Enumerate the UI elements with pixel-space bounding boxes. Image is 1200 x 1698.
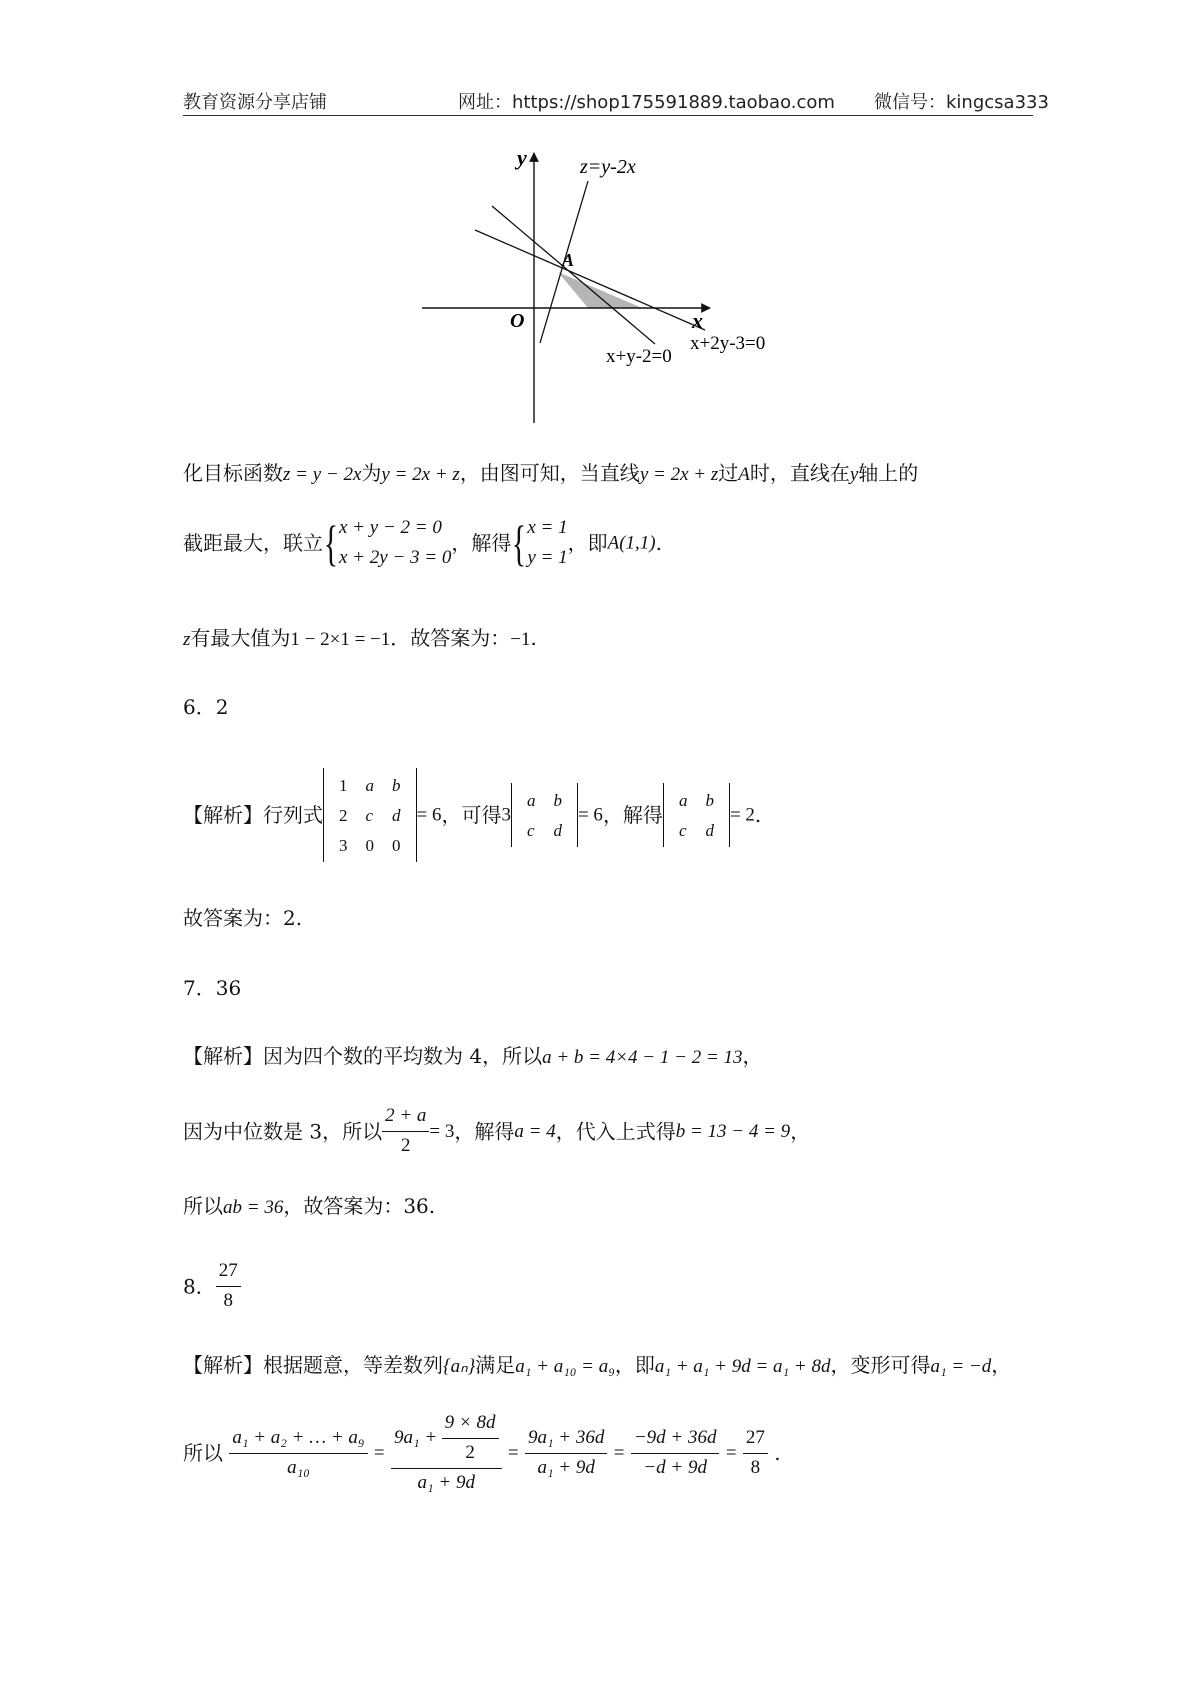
fraction-4: $\frac{-9d + 36d}{-d + 9d}$ <box>631 1427 720 1480</box>
feasible-region <box>558 272 642 308</box>
q7-line-2: 因为中位数是 3，所以 $\frac{2 + a}{2}$ = 3，解得a = 4，代入上式得b = 13 − 4 = 9， <box>183 1105 811 1156</box>
q8-answer-fraction: $\frac{27}{8}$ <box>216 1260 241 1313</box>
q8-line-1: 【解析】根据题意，等差数列{aₙ}满足a₁ + a₁₀ = a₉，即a₁ + a₁ + 9d = a₁ + 8d，变形可得a₁ = −d， <box>183 1353 1012 1377</box>
s5-line-3: z有最大值为1 − 2×1 = −1．故答案为：−1. <box>183 626 537 650</box>
determinant-entry: c <box>365 805 374 825</box>
equation-system-1: x + y − 2 = 0 x + 2y − 3 = 0 <box>339 517 452 568</box>
q8-line-2: 所以 $\frac{\text{a₁ + a₂ + … + a₉}}{\text{a₁₀}}$ = 9a₁ + $\frac{9 \times 8d}{2}$ a₁ + 9d = $\frac{\text{9a₁ + 36d}}{\text{a₁ + 9d}}$ = $\frac{-9d + 36d}{-d + 9d}$ = $\frac{27}{8}$ . <box>183 1412 781 1493</box>
determinant-entry: d <box>705 820 714 840</box>
shop-name: 教育资源分享店铺 <box>183 92 327 113</box>
determinant-entry: a <box>365 775 374 795</box>
fraction-median: $\frac{2 + a}{2}$ <box>382 1105 429 1158</box>
determinant-2x2-a <box>511 783 578 847</box>
q7-line-3: 所以ab = 36，故答案为：36. <box>183 1194 436 1218</box>
s5-line-2: 截距最大，联立{x + y − 2 = 0 x + 2y − 3 = 0，解得{x = 1 y = 1，即A(1,1). <box>183 515 662 571</box>
determinant-entry: d <box>392 805 401 825</box>
determinant-entry: b <box>705 790 714 810</box>
line-2-label: x+2y-3=0 <box>690 333 766 354</box>
equation-system-2: x = 1 y = 1 <box>527 517 568 568</box>
q6-title: 6．2 <box>183 695 229 719</box>
y-axis-label: y <box>517 145 527 170</box>
determinant-entry: 1 <box>339 775 348 795</box>
determinant-3x3 <box>323 768 417 862</box>
determinant-entry: b <box>392 775 401 795</box>
fraction-5: $\frac{27}{8}$ <box>743 1427 768 1480</box>
q8-title: 8． $\frac{27}{8}$ <box>183 1260 241 1313</box>
q7-title: 7．36 <box>183 976 242 1000</box>
s5-line-1: 化目标函数z = y − 2x为y = 2x + z，由图可知，当直线y = 2x + z过A时，直线在y轴上的 <box>183 461 919 485</box>
line-1-label: x+y-2=0 <box>606 346 672 367</box>
wechat-id: 微信号：kingcsa333 <box>874 92 1049 113</box>
q6-solution: 【解析】行列式 1 a b 2 c d 3 0 0 = 6，可得3 a b c d = 6，解得 a b c d = 2. <box>183 768 761 862</box>
determinant-entry: 3 <box>339 835 348 855</box>
determinant-entry: 0 <box>392 835 401 855</box>
point-a-label: A <box>562 250 575 270</box>
line-z-label: z=y-2x <box>580 156 636 178</box>
header-rule <box>183 115 1033 116</box>
determinant-entry: b <box>553 790 562 810</box>
determinant-2x2-b <box>663 783 730 847</box>
x-axis-label: x <box>692 308 703 333</box>
fraction-2: 9a₁ + $\frac{9 \times 8d}{2}$ a₁ + 9d <box>391 1412 502 1494</box>
determinant-entry: c <box>526 820 535 840</box>
linear-programming-figure <box>410 145 810 430</box>
shop-url: 网址：https://shop175591889.taobao.com <box>458 92 835 113</box>
origin-label: O <box>510 310 525 332</box>
determinant-entry: a <box>526 790 536 810</box>
q7-line-1: 【解析】因为四个数的平均数为 4，所以a + b = 4×4 − 1 − 2 = 13， <box>183 1044 763 1068</box>
determinant-entry: a <box>678 790 688 810</box>
determinant-entry: 2 <box>339 805 348 825</box>
determinant-entry: 0 <box>365 835 374 855</box>
fraction-1: $\frac{\text{a₁ + a₂ + … + a₉}}{\text{a₁₀}}$ <box>229 1427 367 1480</box>
q6-answer: 故答案为：2. <box>183 906 303 930</box>
fraction-3: $\frac{\text{9a₁ + 36d}}{\text{a₁ + 9d}}$ <box>525 1427 607 1480</box>
determinant-entry: d <box>553 820 562 840</box>
determinant-entry: c <box>678 820 687 840</box>
